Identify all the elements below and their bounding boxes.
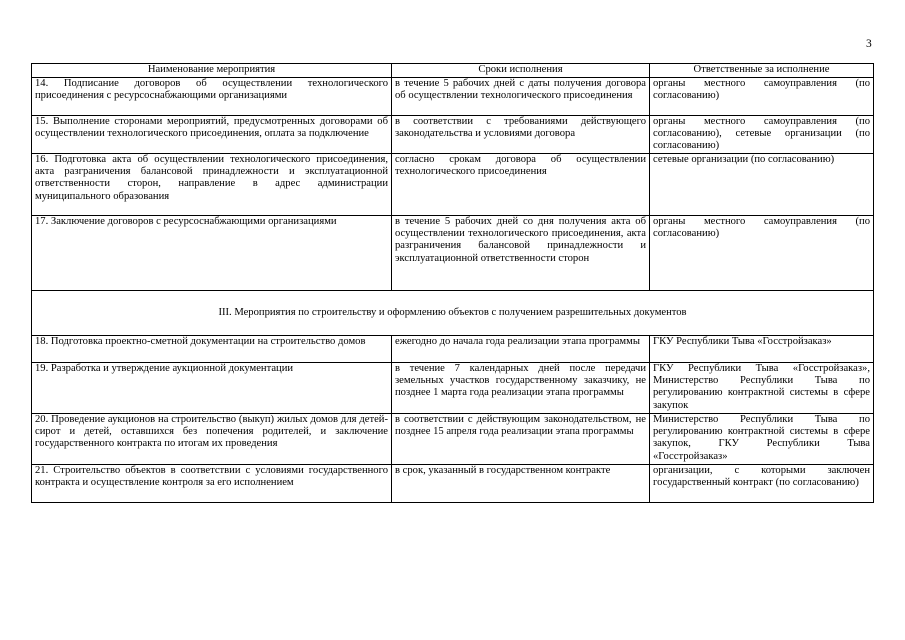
activity-name-cell: 14. Подписание договоров об осуществлении технологического присоединения с ресурсоснабжающими организациями [32,78,392,116]
responsible-cell: органы местного самоуправления (по согласованию), сетевые организации (по согласованию) [650,116,874,154]
responsible-cell: организации, с которыми заключен государственный контракт (по согласованию) [650,465,874,503]
deadline-cell: в соответствии с требованиями действующего законодательства и условиями договора [392,116,650,154]
activities-table [31,63,874,503]
activity-name-cell: 16. Подготовка акта об осуществлении технологического присоединения, акта разграничения балансовой принадлежности и эксплуатационной ответственности сторон, направление в адрес администрации муниципального образования [32,154,392,216]
responsible-cell: сетевые организации (по согласованию) [650,154,874,216]
activity-name-cell: 19. Разработка и утверждение аукционной документации [32,363,392,414]
table-row [32,363,874,414]
table-row [32,336,874,363]
activity-name-cell: 21. Строительство объектов в соответствии с условиями государственного контракта и осуществление контроля за его исполнением [32,465,392,503]
deadline-cell: в срок, указанный в государственном контракте [392,465,650,503]
table-row [32,116,874,154]
table-row [32,154,874,216]
responsible-cell: органы местного самоуправления (по согласованию) [650,78,874,116]
header-deadline: Сроки исполнения [392,64,650,78]
header-responsible: Ответственные за исполнение [650,64,874,78]
section-heading-group [32,291,874,336]
table-row [32,465,874,503]
deadline-cell: в течение 5 рабочих дней со дня получения акта об осуществлении технологического присоединения, акта разграничения балансовой принадлежности и эксплуатационной ответственности сторон [392,216,650,291]
deadline-cell: согласно срокам договора об осуществлении технологического присоединения [392,154,650,216]
deadline-cell: в течение 5 рабочих дней с даты получения договора об осуществлении технологического присоединения [392,78,650,116]
responsible-cell: Министерство Республики Тыва по регулированию контрактной системы в сфере закупок, ГКУ Республики Тыва «Госстройзаказ» [650,414,874,465]
header-activity-name: Наименование мероприятия [32,64,392,78]
section-row [32,291,874,336]
deadline-cell: в течение 7 календарных дней после передачи земельных участков государственному заказчику, не позднее 1 марта года реализации этапа программы [392,363,650,414]
activity-name-cell: 17. Заключение договоров с ресурсоснабжающими организациями [32,216,392,291]
table-row [32,216,874,291]
page-number: 3 [866,38,872,50]
activity-name-cell: 18. Подготовка проектно-сметной документации на строительство домов [32,336,392,363]
deadline-cell: в соответствии с действующим законодательством, не позднее 15 апреля года реализации этапа программы [392,414,650,465]
table-row [32,414,874,465]
responsible-cell: органы местного самоуправления (по согласованию) [650,216,874,291]
table-body-before-section [32,78,874,291]
activity-name-cell: 20. Проведение аукционов на строительство (выкуп) жилых домов для детей-сирот и детей, оставшихся без попечения родителей, и заключение государственного контракта по итогам их проведения [32,414,392,465]
deadline-cell: ежегодно до начала года реализации этапа программы [392,336,650,363]
responsible-cell: ГКУ Республики Тыва «Госстройзаказ», Министерство Республики Тыва по регулированию контрактной системы в сфере закупок [650,363,874,414]
activity-name-cell: 15. Выполнение сторонами мероприятий, предусмотренных договорами об осуществлении технологического присоединения, оплата за подключение [32,116,392,154]
responsible-cell: ГКУ Республики Тыва «Госстройзаказ» [650,336,874,363]
table-body-after-section [32,336,874,503]
section-title: III. Мероприятия по строительству и оформлению объектов с получением разрешительных документов [32,291,874,336]
table-row [32,78,874,116]
table-header [32,64,874,78]
